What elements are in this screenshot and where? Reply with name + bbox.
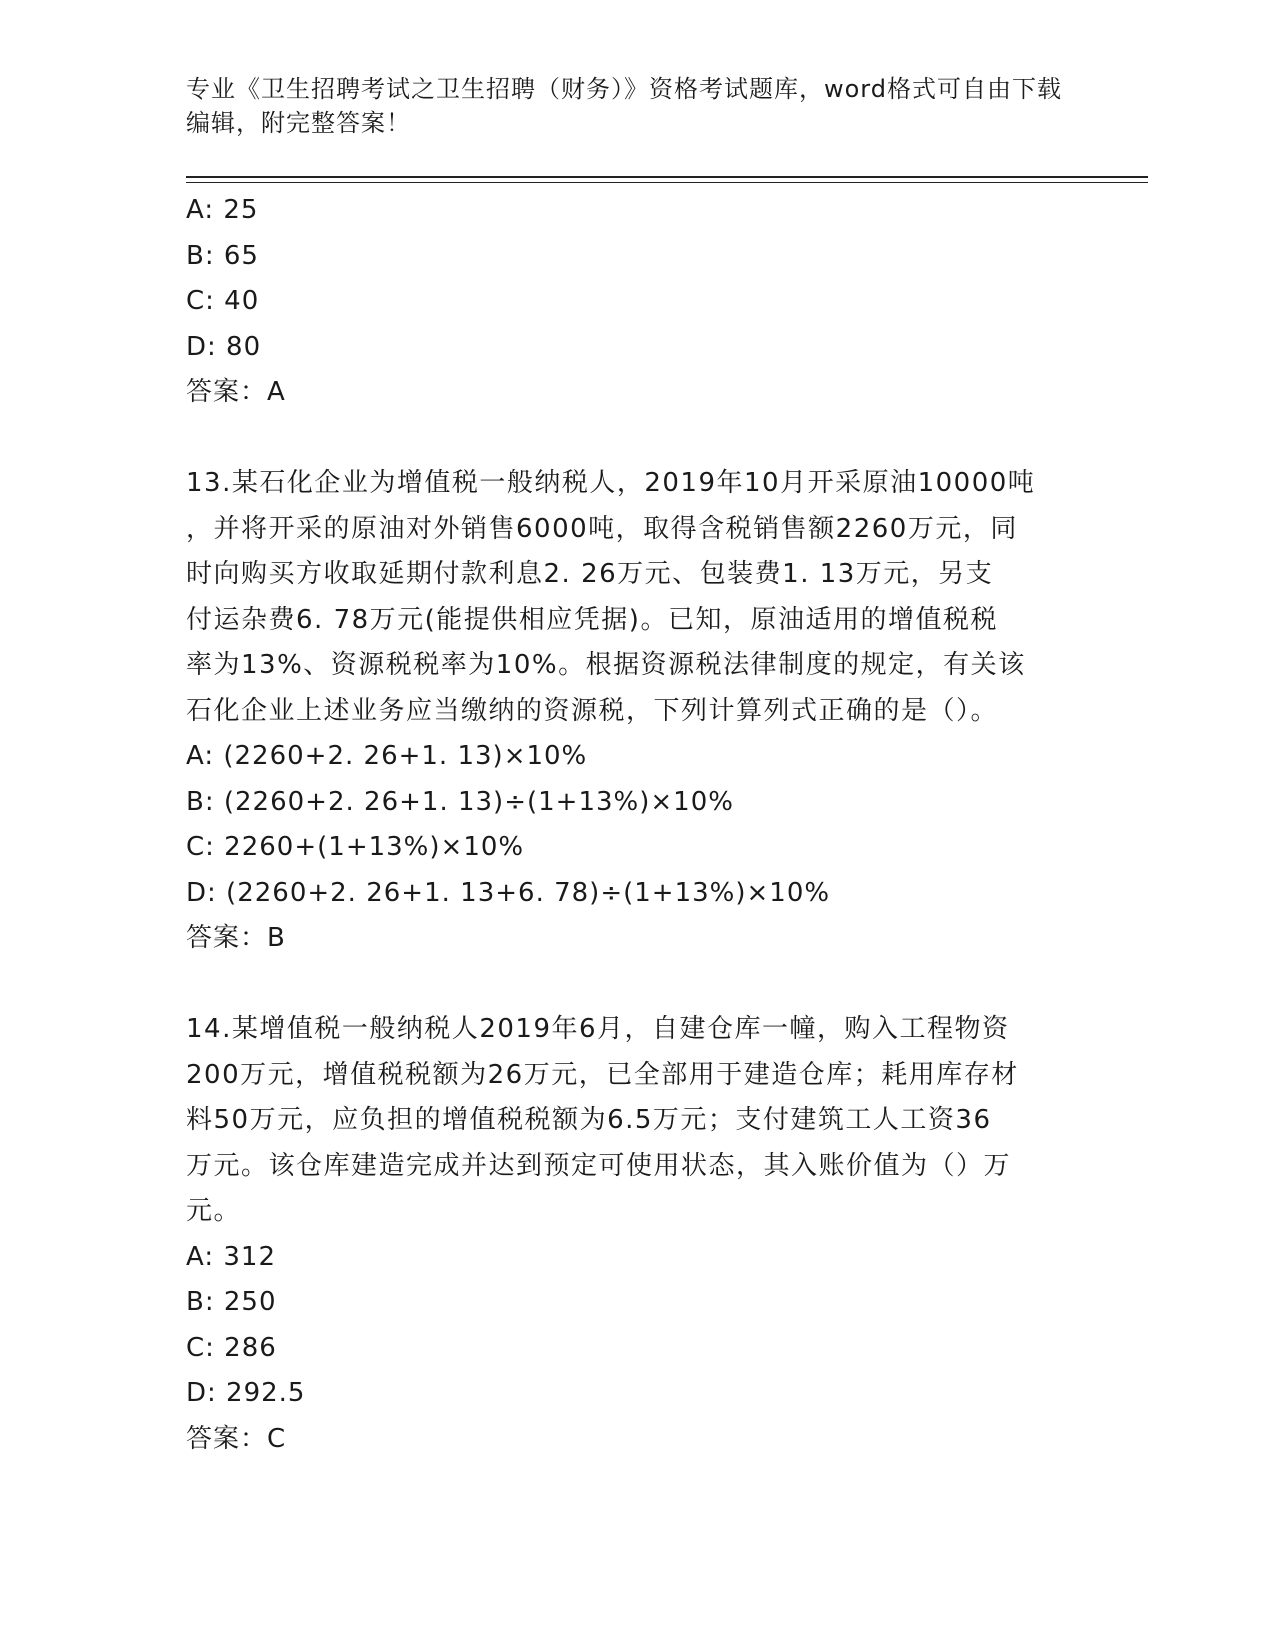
header-rule-thin [186, 182, 1148, 183]
question-text-line: 料50万元，应负担的增值税税额为6.5万元；支付建筑工人工资36 [186, 1105, 992, 1135]
prev-question-block [186, 188, 1066, 416]
option-d: D: 80 [186, 331, 262, 362]
question-text-line: 13.某石化企业为增值税一般纳税人，2019年10月开采原油10000吨 [186, 468, 1036, 498]
option-a: A: 312 [186, 1241, 276, 1272]
option-c: C: 286 [186, 1332, 277, 1363]
question-text-line: 万元。该仓库建造完成并达到预定可使用状态，其入账价值为（）万 [186, 1150, 1012, 1181]
option-b: B: 65 [186, 240, 259, 271]
question-text-line: 200万元，增值税税额为26万元，已全部用于建造仓库；耗用库存材 [186, 1059, 1019, 1090]
option-b: B: 250 [186, 1287, 277, 1317]
answer-line: 答案：A [186, 377, 286, 407]
option-c: C: 40 [186, 286, 260, 316]
option-b: B: (2260+2. 26+1. 13)÷(1+13%)×10% [186, 786, 734, 817]
spacer [186, 416, 1066, 462]
question-content [186, 188, 1066, 1462]
question-14-options [186, 1235, 1066, 1463]
spacer [186, 962, 1066, 1008]
option-a: A: (2260+2. 26+1. 13)×10% [186, 741, 588, 771]
document-header [186, 72, 1066, 140]
answer-line: 答案：C [186, 1423, 287, 1454]
question-text-line: 时向购买方收取延期付款利息2. 26万元、包装费1. 13万元，另支 [186, 559, 994, 589]
option-a: A: 25 [186, 195, 259, 225]
question-text-line: 14.某增值税一般纳税人2019年6月，自建仓库一幢，购入工程物资 [186, 1014, 1010, 1044]
option-d: D: (2260+2. 26+1. 13+6. 78)÷(1+13%)×10% [186, 877, 831, 908]
answer-line: 答案：B [186, 923, 286, 953]
question-13-options [186, 734, 1066, 962]
question-text-line: 元。 [186, 1196, 242, 1226]
question-text-line: ，并将开采的原油对外销售6000吨，取得含税销售额2260万元，同 [186, 513, 1018, 544]
header-line-2: 编辑，附完整答案！ [186, 109, 411, 137]
question-14 [186, 1007, 1066, 1235]
header-rule-thick [186, 176, 1148, 178]
question-text-line: 石化企业上述业务应当缴纳的资源税，下列计算列式正确的是（）。 [186, 695, 999, 726]
header-line-1: 专业《卫生招聘考试之卫生招聘（财务）》资格考试题库，word格式可自由下载 [186, 75, 1062, 103]
option-c: C: 2260+(1+13%)×10% [186, 832, 525, 862]
question-text-line: 付运杂费6. 78万元(能提供相应凭据)。已知，原油适用的增值税税 [186, 604, 998, 635]
option-d: D: 292.5 [186, 1378, 306, 1408]
question-13 [186, 461, 1066, 734]
question-text-line: 率为13%、资源税税率为10%。根据资源税法律制度的规定，有关该 [186, 650, 1026, 680]
